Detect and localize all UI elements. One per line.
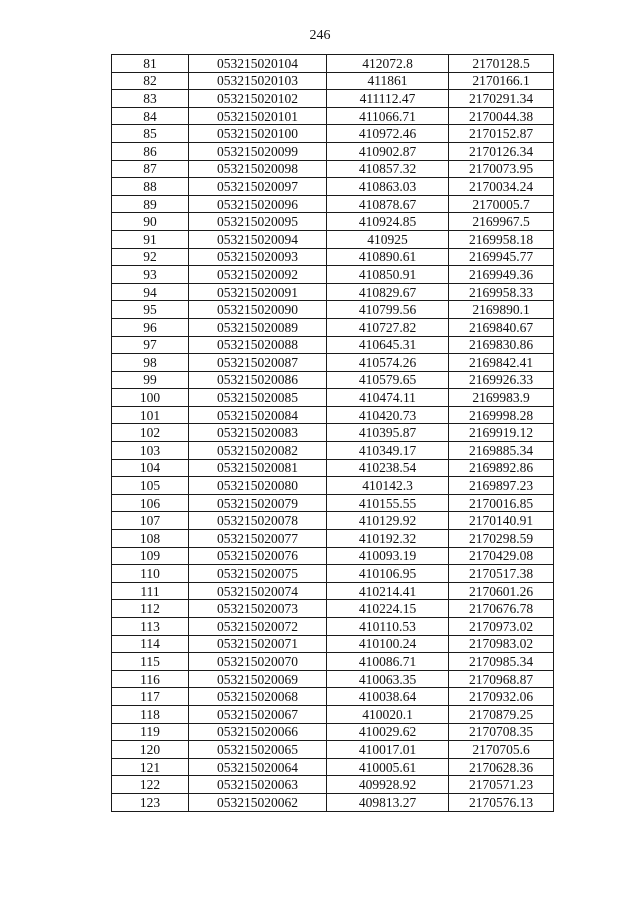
x-coordinate-cell: 410214.41 xyxy=(327,582,449,600)
row-number-cell: 98 xyxy=(112,354,189,372)
table-row xyxy=(112,318,554,336)
row-number-cell: 106 xyxy=(112,494,189,512)
row-number-cell: 84 xyxy=(112,107,189,125)
table-row xyxy=(112,670,554,688)
table-body xyxy=(112,55,554,812)
row-number-cell: 118 xyxy=(112,705,189,723)
y-coordinate-cell: 2169945.77 xyxy=(449,248,554,266)
x-coordinate-cell: 410063.35 xyxy=(327,670,449,688)
table-row xyxy=(112,354,554,372)
x-coordinate-cell: 410238.54 xyxy=(327,459,449,477)
y-coordinate-cell: 2169926.33 xyxy=(449,371,554,389)
row-number-cell: 116 xyxy=(112,670,189,688)
table-row xyxy=(112,283,554,301)
row-number-cell: 95 xyxy=(112,301,189,319)
row-number-cell: 122 xyxy=(112,776,189,794)
y-coordinate-cell: 2169958.18 xyxy=(449,230,554,248)
code-cell: 053215020093 xyxy=(189,248,327,266)
row-number-cell: 114 xyxy=(112,635,189,653)
row-number-cell: 107 xyxy=(112,512,189,530)
row-number-cell: 87 xyxy=(112,160,189,178)
table-row xyxy=(112,512,554,530)
table-row xyxy=(112,424,554,442)
table-row xyxy=(112,582,554,600)
y-coordinate-cell: 2170152.87 xyxy=(449,125,554,143)
row-number-cell: 110 xyxy=(112,565,189,583)
row-number-cell: 113 xyxy=(112,618,189,636)
code-cell: 053215020064 xyxy=(189,758,327,776)
x-coordinate-cell: 410799.56 xyxy=(327,301,449,319)
x-coordinate-cell: 410020.1 xyxy=(327,705,449,723)
y-coordinate-cell: 2170429.08 xyxy=(449,547,554,565)
row-number-cell: 101 xyxy=(112,406,189,424)
table-row xyxy=(112,565,554,583)
row-number-cell: 97 xyxy=(112,336,189,354)
y-coordinate-cell: 2170298.59 xyxy=(449,530,554,548)
code-cell: 053215020088 xyxy=(189,336,327,354)
y-coordinate-cell: 2170628.36 xyxy=(449,758,554,776)
y-coordinate-cell: 2170932.06 xyxy=(449,688,554,706)
code-cell: 053215020078 xyxy=(189,512,327,530)
x-coordinate-cell: 410110.53 xyxy=(327,618,449,636)
code-cell: 053215020098 xyxy=(189,160,327,178)
x-coordinate-cell: 410029.62 xyxy=(327,723,449,741)
row-number-cell: 120 xyxy=(112,741,189,759)
x-coordinate-cell: 410349.17 xyxy=(327,442,449,460)
code-cell: 053215020083 xyxy=(189,424,327,442)
row-number-cell: 92 xyxy=(112,248,189,266)
y-coordinate-cell: 2170879.25 xyxy=(449,705,554,723)
x-coordinate-cell: 410100.24 xyxy=(327,635,449,653)
table-row xyxy=(112,55,554,73)
code-cell: 053215020099 xyxy=(189,142,327,160)
y-coordinate-cell: 2169949.36 xyxy=(449,266,554,284)
y-coordinate-cell: 2169890.1 xyxy=(449,301,554,319)
table-row xyxy=(112,653,554,671)
row-number-cell: 85 xyxy=(112,125,189,143)
row-number-cell: 83 xyxy=(112,90,189,108)
table-row xyxy=(112,793,554,811)
row-number-cell: 103 xyxy=(112,442,189,460)
x-coordinate-cell: 410850.91 xyxy=(327,266,449,284)
x-coordinate-cell: 410017.01 xyxy=(327,741,449,759)
x-coordinate-cell: 410902.87 xyxy=(327,142,449,160)
table-row xyxy=(112,90,554,108)
table-row xyxy=(112,547,554,565)
row-number-cell: 123 xyxy=(112,793,189,811)
row-number-cell: 102 xyxy=(112,424,189,442)
y-coordinate-cell: 2170034.24 xyxy=(449,178,554,196)
row-number-cell: 108 xyxy=(112,530,189,548)
code-cell: 053215020102 xyxy=(189,90,327,108)
y-coordinate-cell: 2170708.35 xyxy=(449,723,554,741)
code-cell: 053215020065 xyxy=(189,741,327,759)
y-coordinate-cell: 2169892.86 xyxy=(449,459,554,477)
y-coordinate-cell: 2170073.95 xyxy=(449,160,554,178)
x-coordinate-cell: 410420.73 xyxy=(327,406,449,424)
x-coordinate-cell: 410924.85 xyxy=(327,213,449,231)
code-cell: 053215020097 xyxy=(189,178,327,196)
page-number: 246 xyxy=(309,28,331,43)
table-row xyxy=(112,389,554,407)
x-coordinate-cell: 410829.67 xyxy=(327,283,449,301)
table-row xyxy=(112,406,554,424)
y-coordinate-cell: 2169842.41 xyxy=(449,354,554,372)
table-row xyxy=(112,494,554,512)
x-coordinate-cell: 410727.82 xyxy=(327,318,449,336)
code-cell: 053215020072 xyxy=(189,618,327,636)
code-cell: 053215020070 xyxy=(189,653,327,671)
code-cell: 053215020071 xyxy=(189,635,327,653)
y-coordinate-cell: 2170128.5 xyxy=(449,55,554,73)
table-row xyxy=(112,72,554,90)
code-cell: 053215020077 xyxy=(189,530,327,548)
y-coordinate-cell: 2169830.86 xyxy=(449,336,554,354)
code-cell: 053215020090 xyxy=(189,301,327,319)
table-row xyxy=(112,213,554,231)
x-coordinate-cell: 410129.92 xyxy=(327,512,449,530)
row-number-cell: 91 xyxy=(112,230,189,248)
table-row xyxy=(112,142,554,160)
row-number-cell: 96 xyxy=(112,318,189,336)
row-number-cell: 121 xyxy=(112,758,189,776)
y-coordinate-cell: 2170005.7 xyxy=(449,195,554,213)
x-coordinate-cell: 410645.31 xyxy=(327,336,449,354)
table-row xyxy=(112,635,554,653)
y-coordinate-cell: 2170291.34 xyxy=(449,90,554,108)
table-row xyxy=(112,248,554,266)
x-coordinate-cell: 410038.64 xyxy=(327,688,449,706)
y-coordinate-cell: 2170676.78 xyxy=(449,600,554,618)
y-coordinate-cell: 2170016.85 xyxy=(449,494,554,512)
code-cell: 053215020096 xyxy=(189,195,327,213)
table-row xyxy=(112,160,554,178)
code-cell: 053215020084 xyxy=(189,406,327,424)
y-coordinate-cell: 2170973.02 xyxy=(449,618,554,636)
row-number-cell: 112 xyxy=(112,600,189,618)
code-cell: 053215020079 xyxy=(189,494,327,512)
row-number-cell: 93 xyxy=(112,266,189,284)
row-number-cell: 81 xyxy=(112,55,189,73)
y-coordinate-cell: 2169967.5 xyxy=(449,213,554,231)
table-row xyxy=(112,266,554,284)
table-row xyxy=(112,758,554,776)
table-row xyxy=(112,600,554,618)
code-cell: 053215020069 xyxy=(189,670,327,688)
code-cell: 053215020074 xyxy=(189,582,327,600)
x-coordinate-cell: 410574.26 xyxy=(327,354,449,372)
code-cell: 053215020095 xyxy=(189,213,327,231)
coordinates-table xyxy=(111,54,554,812)
row-number-cell: 119 xyxy=(112,723,189,741)
y-coordinate-cell: 2170985.34 xyxy=(449,653,554,671)
code-cell: 053215020091 xyxy=(189,283,327,301)
y-coordinate-cell: 2169840.67 xyxy=(449,318,554,336)
row-number-cell: 88 xyxy=(112,178,189,196)
row-number-cell: 94 xyxy=(112,283,189,301)
code-cell: 053215020086 xyxy=(189,371,327,389)
code-cell: 053215020100 xyxy=(189,125,327,143)
row-number-cell: 86 xyxy=(112,142,189,160)
x-coordinate-cell: 410086.71 xyxy=(327,653,449,671)
row-number-cell: 109 xyxy=(112,547,189,565)
table-row xyxy=(112,618,554,636)
table-row xyxy=(112,178,554,196)
code-cell: 053215020080 xyxy=(189,477,327,495)
x-coordinate-cell: 410005.61 xyxy=(327,758,449,776)
table-row xyxy=(112,107,554,125)
x-coordinate-cell: 411112.47 xyxy=(327,90,449,108)
x-coordinate-cell: 410155.55 xyxy=(327,494,449,512)
table-row xyxy=(112,125,554,143)
x-coordinate-cell: 411861 xyxy=(327,72,449,90)
x-coordinate-cell: 410395.87 xyxy=(327,424,449,442)
row-number-cell: 115 xyxy=(112,653,189,671)
y-coordinate-cell: 2170044.38 xyxy=(449,107,554,125)
code-cell: 053215020087 xyxy=(189,354,327,372)
table-row xyxy=(112,741,554,759)
row-number-cell: 90 xyxy=(112,213,189,231)
y-coordinate-cell: 2170705.6 xyxy=(449,741,554,759)
code-cell: 053215020089 xyxy=(189,318,327,336)
table-row xyxy=(112,459,554,477)
y-coordinate-cell: 2170601.26 xyxy=(449,582,554,600)
table-row xyxy=(112,230,554,248)
code-cell: 053215020062 xyxy=(189,793,327,811)
table-row xyxy=(112,195,554,213)
x-coordinate-cell: 410878.67 xyxy=(327,195,449,213)
x-coordinate-cell: 409928.92 xyxy=(327,776,449,794)
table-row xyxy=(112,530,554,548)
row-number-cell: 100 xyxy=(112,389,189,407)
x-coordinate-cell: 411066.71 xyxy=(327,107,449,125)
y-coordinate-cell: 2169885.34 xyxy=(449,442,554,460)
code-cell: 053215020068 xyxy=(189,688,327,706)
code-cell: 053215020066 xyxy=(189,723,327,741)
table-row xyxy=(112,776,554,794)
code-cell: 053215020101 xyxy=(189,107,327,125)
code-cell: 053215020063 xyxy=(189,776,327,794)
table-row xyxy=(112,301,554,319)
code-cell: 053215020103 xyxy=(189,72,327,90)
code-cell: 053215020081 xyxy=(189,459,327,477)
code-cell: 053215020082 xyxy=(189,442,327,460)
x-coordinate-cell: 410142.3 xyxy=(327,477,449,495)
table-row xyxy=(112,442,554,460)
x-coordinate-cell: 410224.15 xyxy=(327,600,449,618)
y-coordinate-cell: 2170140.91 xyxy=(449,512,554,530)
y-coordinate-cell: 2169919.12 xyxy=(449,424,554,442)
y-coordinate-cell: 2170517.38 xyxy=(449,565,554,583)
x-coordinate-cell: 410890.61 xyxy=(327,248,449,266)
y-coordinate-cell: 2170166.1 xyxy=(449,72,554,90)
x-coordinate-cell: 410192.32 xyxy=(327,530,449,548)
y-coordinate-cell: 2170983.02 xyxy=(449,635,554,653)
row-number-cell: 89 xyxy=(112,195,189,213)
row-number-cell: 104 xyxy=(112,459,189,477)
y-coordinate-cell: 2169958.33 xyxy=(449,283,554,301)
y-coordinate-cell: 2169998.28 xyxy=(449,406,554,424)
table-row xyxy=(112,477,554,495)
x-coordinate-cell: 410857.32 xyxy=(327,160,449,178)
code-cell: 053215020085 xyxy=(189,389,327,407)
x-coordinate-cell: 410972.46 xyxy=(327,125,449,143)
row-number-cell: 99 xyxy=(112,371,189,389)
code-cell: 053215020094 xyxy=(189,230,327,248)
table-row xyxy=(112,336,554,354)
row-number-cell: 82 xyxy=(112,72,189,90)
y-coordinate-cell: 2170576.13 xyxy=(449,793,554,811)
code-cell: 053215020067 xyxy=(189,705,327,723)
row-number-cell: 105 xyxy=(112,477,189,495)
x-coordinate-cell: 410863.03 xyxy=(327,178,449,196)
y-coordinate-cell: 2169983.9 xyxy=(449,389,554,407)
x-coordinate-cell: 410106.95 xyxy=(327,565,449,583)
table-row xyxy=(112,723,554,741)
x-coordinate-cell: 410474.11 xyxy=(327,389,449,407)
code-cell: 053215020073 xyxy=(189,600,327,618)
x-coordinate-cell: 410093.19 xyxy=(327,547,449,565)
x-coordinate-cell: 410925 xyxy=(327,230,449,248)
table-row xyxy=(112,371,554,389)
row-number-cell: 117 xyxy=(112,688,189,706)
x-coordinate-cell: 412072.8 xyxy=(327,55,449,73)
table-row xyxy=(112,705,554,723)
code-cell: 053215020104 xyxy=(189,55,327,73)
y-coordinate-cell: 2169897.23 xyxy=(449,477,554,495)
y-coordinate-cell: 2170126.34 xyxy=(449,142,554,160)
y-coordinate-cell: 2170968.87 xyxy=(449,670,554,688)
code-cell: 053215020076 xyxy=(189,547,327,565)
code-cell: 053215020075 xyxy=(189,565,327,583)
code-cell: 053215020092 xyxy=(189,266,327,284)
x-coordinate-cell: 409813.27 xyxy=(327,793,449,811)
row-number-cell: 111 xyxy=(112,582,189,600)
x-coordinate-cell: 410579.65 xyxy=(327,371,449,389)
y-coordinate-cell: 2170571.23 xyxy=(449,776,554,794)
table-row xyxy=(112,688,554,706)
